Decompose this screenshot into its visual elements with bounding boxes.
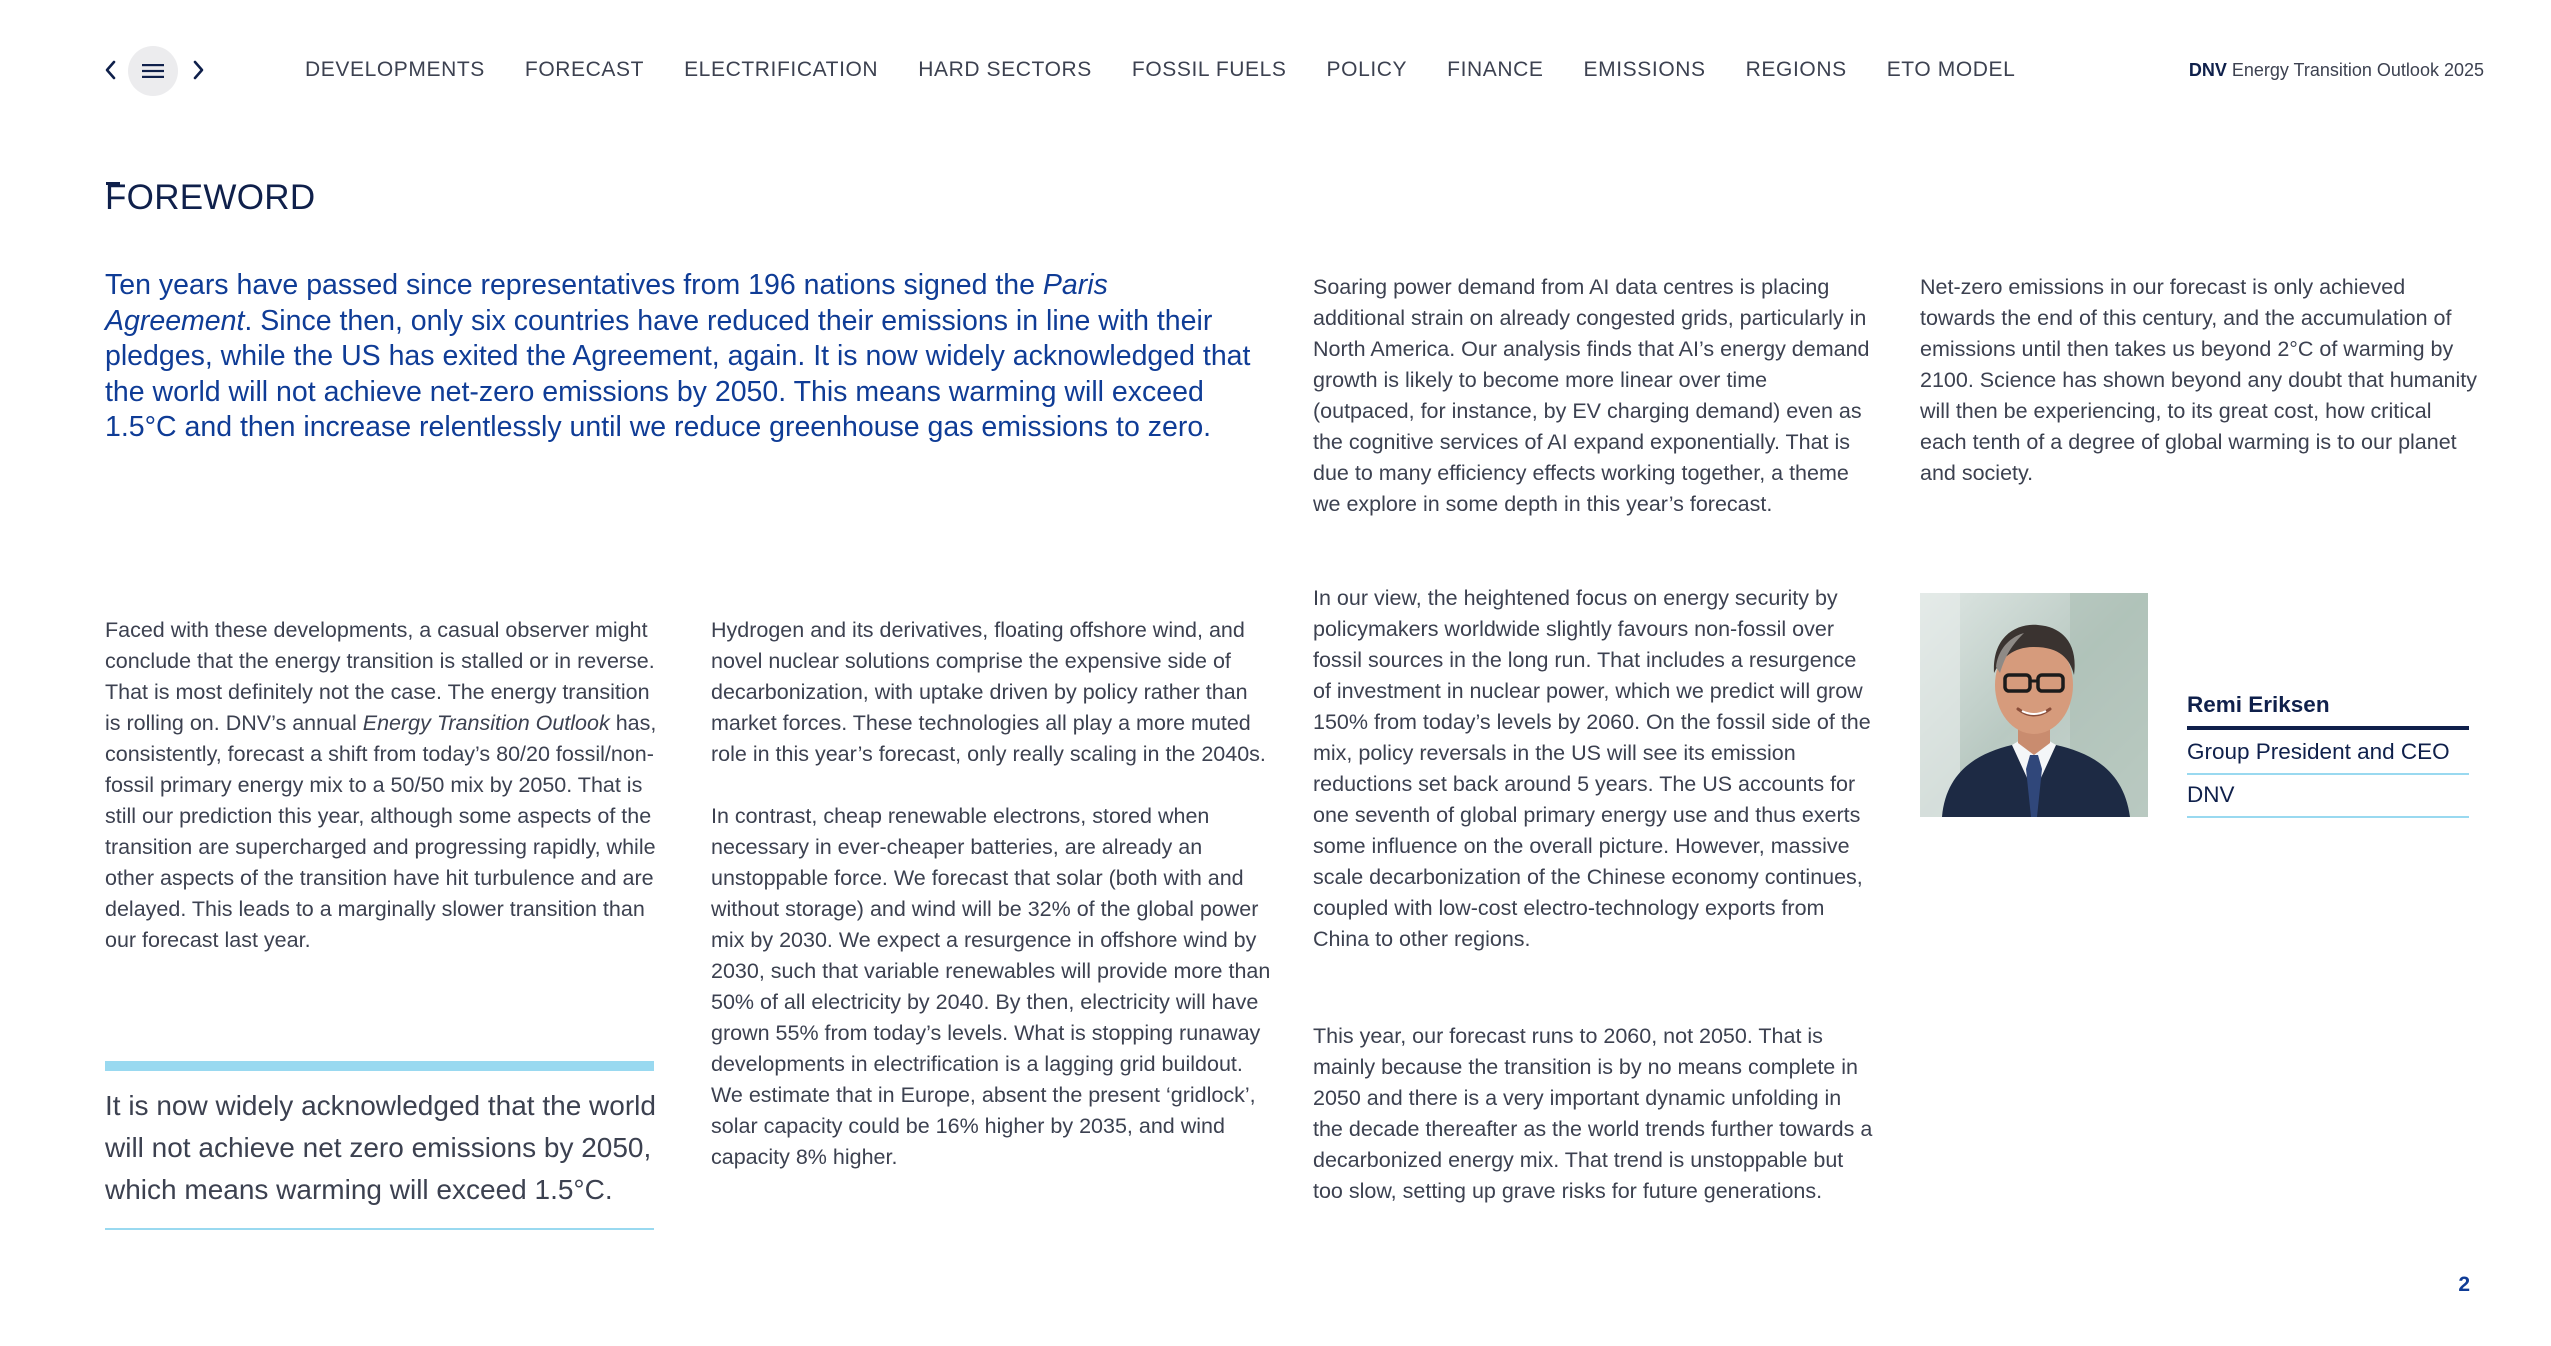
column-4-paragraph-1: Net-zero emissions in our forecast is only achieved towards the end of this century, and the accumulation of emissions until then takes us beyond 2°C of warming by 2100. Science has shown beyond any doubt that humanity will then be experiencing, to its great cost, how critical each tenth of a degree of global warming is to our planet and society. — [1920, 275, 2477, 485]
nav-link-policy[interactable]: POLICY — [1326, 58, 1408, 81]
nav-link-emissions[interactable]: EMISSIONS — [1583, 58, 1706, 81]
pull-quote-rule — [105, 1228, 654, 1230]
hamburger-menu-icon[interactable] — [128, 46, 178, 96]
ceo-portrait — [1920, 593, 2148, 817]
ceo-name: Remi Eriksen — [2187, 692, 2469, 730]
column-3-paragraph-3: This year, our forecast runs to 2060, not 2050. That is mainly because the transition is by no means complete in 2050 and there is a very important dynamic unfolding in the decade thereafter as the world trends further towards a decarbonized energy mix. That trend is unstoppable but too slow, setting up grave risks for future generations. — [1313, 1024, 1873, 1203]
lead-paragraph — [105, 268, 1255, 446]
ceo-role: Group President and CEO — [2187, 739, 2469, 775]
nav-link-fossil-fuels[interactable]: FOSSIL FUELS — [1131, 58, 1287, 81]
chevron-right-icon[interactable] — [185, 53, 213, 87]
col1-text-start: Faced with these developments, a casual observer might conclude that the energy transition is stalled or in reverse. That is most definitely not the case. The energy transition is rolling on. DNV’s annual — [105, 618, 655, 735]
column-2 — [711, 615, 1271, 1173]
pull-quote-bar — [105, 1061, 654, 1071]
col1-text-end: has, consistently, forecast a shift from today’s 80/20 fossil/non-fossil primary energy mix to a 50/50 mix by 2050. That is still our prediction this year, although some aspects of the transition are supercharged and progressing rapidly, while other aspects of the transition have hit turbulence and are delayed. This leads to a marginally slower transition than our forecast last year. — [105, 711, 657, 952]
nav-link-regions[interactable]: REGIONS — [1745, 58, 1847, 81]
nav-link-hard-sectors[interactable]: HARD SECTORS — [918, 58, 1092, 81]
page-number: 2 — [2458, 1273, 2470, 1296]
nav-link-finance[interactable]: FINANCE — [1447, 58, 1544, 81]
column-3-paragraph-2: In our view, the heightened focus on energy security by policymakers worldwide slightly favours non-fossil over fossil sources in the long run. That includes a resurgence of investment in nuclear power, which we predict will grow 150% from today’s levels by 2060. On the fossil side of the mix, policy reversals in the US will see its emission reductions set back around 5 years. The US accounts for one seventh of global primary energy use and thus exerts some influence on the overall picture. However, massive scale decarbonization of the Chinese economy continues, coupled with low-cost electro-technology exports from China to other regions. — [1313, 586, 1871, 951]
report-brand[interactable] — [2189, 60, 2484, 81]
column-1-paragraph — [105, 615, 665, 956]
nav-link-developments[interactable]: DEVELOPMENTS — [305, 58, 485, 81]
column-2-paragraph-2: In contrast, cheap renewable electrons, stored when necessary in ever-cheaper batteries, are already an unstoppable force. We forecast that solar (both with and without storage) and wind will be 32% of the global power mix by 2030. We expect a resurgence in offshore wind by 2030, such that variable renewables will provide more than 50% of all electricity by 2040. By then, electricity will have grown 55% from today’s levels. What is stopping runaway developments in electrification is a lagging grid buildout. We estimate that in Europe, absent the present ‘gridlock’, solar capacity could be 16% higher by 2035, and wind capacity 8% higher. — [711, 804, 1271, 1169]
column-2-paragraph-1: Hydrogen and its derivatives, floating offshore wind, and novel nuclear solutions comprise the expensive side of decarbonization, with uptake driven by policy rather than market forces. These technologies all play a more muted role in this year’s forecast, only really scaling in the 2040s. — [711, 618, 1266, 766]
main-navigation — [305, 58, 2015, 82]
report-title: Energy Transition Outlook 2025 — [2231, 60, 2484, 80]
brand-logo: DNV — [2188, 60, 2227, 80]
col1-italic-eto: Energy Transition Outlook — [362, 711, 610, 735]
column-3-paragraph-1: Soaring power demand from AI data centres is placing additional strain on already congested grids, particularly in North America. Our analysis finds that AI’s energy demand growth is likely to become more linear over time (outpaced, for instance, by EV charging demand) even as the cognitive services of AI expand exponentially. That is due to many efficiency effects working together, a theme we explore in some depth in this year’s forecast. — [1313, 275, 1870, 516]
ceo-company: DNV — [2187, 782, 2469, 818]
pull-quote: It is now widely acknowledged that the world will not achieve net zero emissions by 2050, which means warming will exceed 1.5°C. — [105, 1090, 656, 1205]
nav-link-electrification[interactable]: ELECTRIFICATION — [684, 58, 879, 81]
chevron-left-icon[interactable] — [96, 53, 124, 87]
lead-text-end: . Since then, only six countries have reduced their emissions in line with their pledges, while the US has exited the Agreement, again. It is now widely acknowledged that the world will not achieve net-zero emissions by 2050. This means warming will exceed 1.5°C and then increase relentlessly until we reduce greenhouse gas emissions to zero. — [105, 304, 1251, 443]
lead-italic-paris-agreement: Paris Agreement — [105, 269, 1108, 337]
lead-text-start: Ten years have passed since representatives from 196 nations signed the — [105, 269, 1043, 301]
nav-link-forecast[interactable]: FORECAST — [524, 58, 645, 81]
page-title: FOREWORD — [105, 178, 316, 217]
nav-link-eto-model[interactable]: ETO MODEL — [1886, 58, 2016, 81]
